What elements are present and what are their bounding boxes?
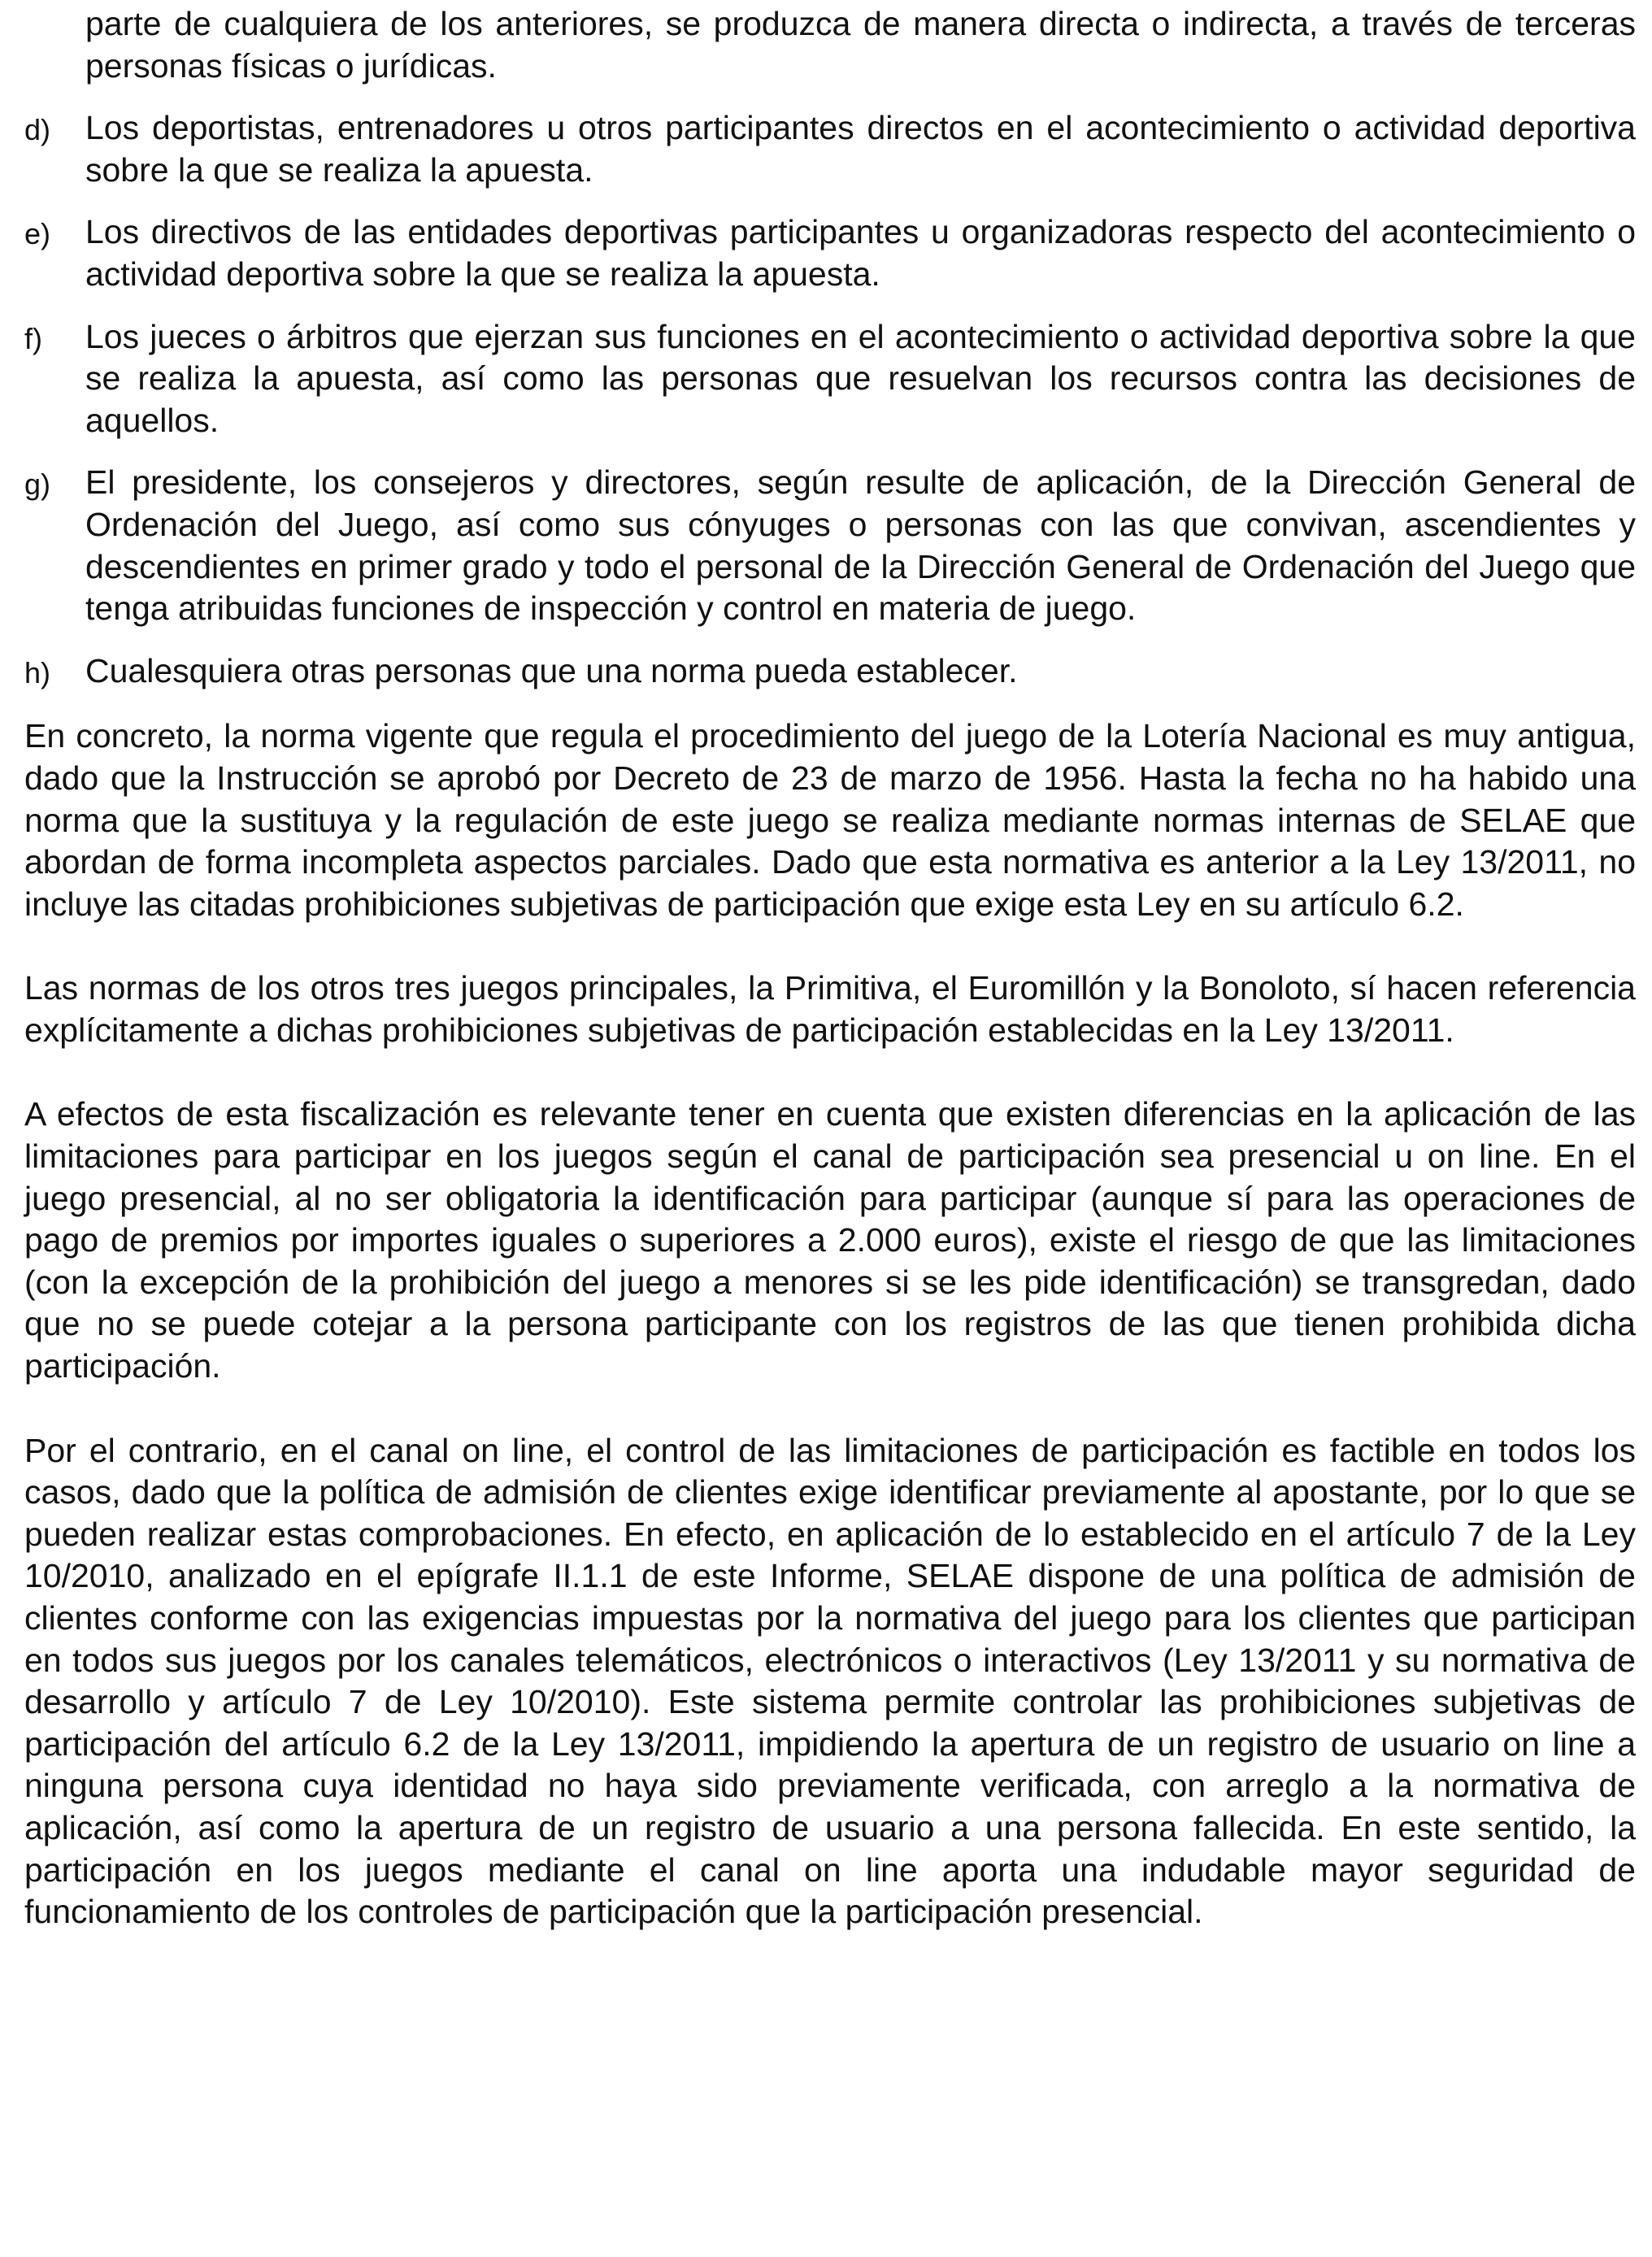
list-item-e	[24, 211, 1636, 295]
body-paragraph: En concreto, la norma vigente que regula el procedimiento del juego de la Lotería Nacional es muy antigua, dado que la Instrucción se aprobó por Decreto de 23 de marzo de 1956. Hasta la fecha no ha habido una norma que la sustituya y la regulación de este juego se realiza mediante normas internas de SELAE que abordan de forma incompleta aspectos parciales. Dado que esta normativa es anterior a la Ley 13/2011, no incluye las citadas prohibiciones subjetivas de participación que exige esta Ley en su artículo 6.2.	[24, 717, 1636, 923]
document-page	[24, 3, 1636, 1976]
body-paragraph: Por el contrario, en el canal on line, el control de las limitaciones de participación es factible en todos los casos, dado que la política de admisión de clientes exige identificar previamente al apostante, por lo que se pueden realizar estas comprobaciones. En efecto, en aplicación de lo establecido en el artículo 7 de la Ley 10/2010, analizado en el epígrafe II.1.1 de este Informe, SELAE dispone de una política de admisión de clientes conforme con las exigencias impuestas por la normativa del juego para los clientes que participan en todos sus juegos por los canales telemáticos, electrónicos o interactivos (Ley 13/2011 y su normativa de desarrollo y artículo 7 de Ley 10/2010). Este sistema permite controlar las prohibiciones subjetivas de participación del artículo 6.2 de la Ley 13/2011, impidiendo la apertura de un registro de usuario on line a ninguna persona cuya identidad no haya sido previamente verificada, con arreglo a la normativa de aplicación, así como la apertura de un registro de usuario a una persona fallecida. En este sentido, la participación en los juegos mediante el canal on line aporta una indudable mayor seguridad de funcionamiento de los controles de participación que la participación presencial.	[24, 1431, 1636, 1931]
list-marker: f)	[24, 321, 42, 355]
list-marker: g)	[24, 467, 51, 502]
list-item-text: Los directivos de las entidades deportivas participantes u organizadoras respecto del acontecimiento o actividad deportiva sobre la que se realiza la apuesta.	[85, 213, 1636, 293]
body-paragraph: A efectos de esta fiscalización es relevante tener en cuenta que existen diferencias en la aplicación de las limitaciones para participar en los juegos según el canal de participación sea presencial u on line. En el juego presencial, al no ser obligatoria la identificación para participar (aunque sí para las operaciones de pago de premios por importes iguales o superiores a 2.000 euros), existe el riesgo de que las limitaciones (con la excepción de la prohibición del juego a menores si se les pide identificación) se transgredan, dado que no se puede cotejar a la persona participante con los registros de las que tienen prohibida dicha participación.	[24, 1095, 1636, 1385]
list-item-d	[24, 107, 1636, 191]
list-item-f	[24, 316, 1636, 442]
list-item-text: Los deportistas, entrenadores u otros participantes directos en el acontecimiento o actividad deportiva sobre la que se realiza la apuesta.	[85, 109, 1636, 189]
list-marker: h)	[24, 655, 51, 689]
list-marker: e)	[24, 217, 51, 251]
list-item-continuation	[24, 3, 1636, 87]
list-item-text: Cualesquiera otras personas que una norma pueda establecer.	[85, 651, 1018, 689]
list-item-text: El presidente, los consejeros y directores, según resulte de aplicación, de la Dirección General de Ordenación del Juego, así como sus cónyuges o personas con las que convivan, ascendientes y descendientes en primer grado y todo el personal de la Dirección General de Ordenación del Juego que tenga atribuidas funciones de inspección y control en materia de juego.	[85, 463, 1636, 628]
list-marker-empty	[24, 3, 85, 5]
list-item-text: Los jueces o árbitros que ejerzan sus funciones en el acontecimiento o actividad deportiva sobre la que se realiza la apuesta, así como las personas que resuelvan los recursos contra las decisiones de aquellos.	[85, 317, 1636, 439]
list-item-g	[24, 462, 1636, 629]
list-item-h	[24, 650, 1636, 694]
body-paragraph: Las normas de los otros tres juegos principales, la Primitiva, el Euromillón y la Bonoloto, sí hacen referencia explícitamente a dichas prohibiciones subjetivas de participación establecidas en la Ley 13/2011.	[24, 969, 1636, 1049]
list-item-text: parte de cualquiera de los anteriores, se produzca de manera directa o indirecta, a través de terceras personas físicas o jurídicas.	[85, 5, 1636, 85]
list-marker: d)	[24, 113, 51, 147]
